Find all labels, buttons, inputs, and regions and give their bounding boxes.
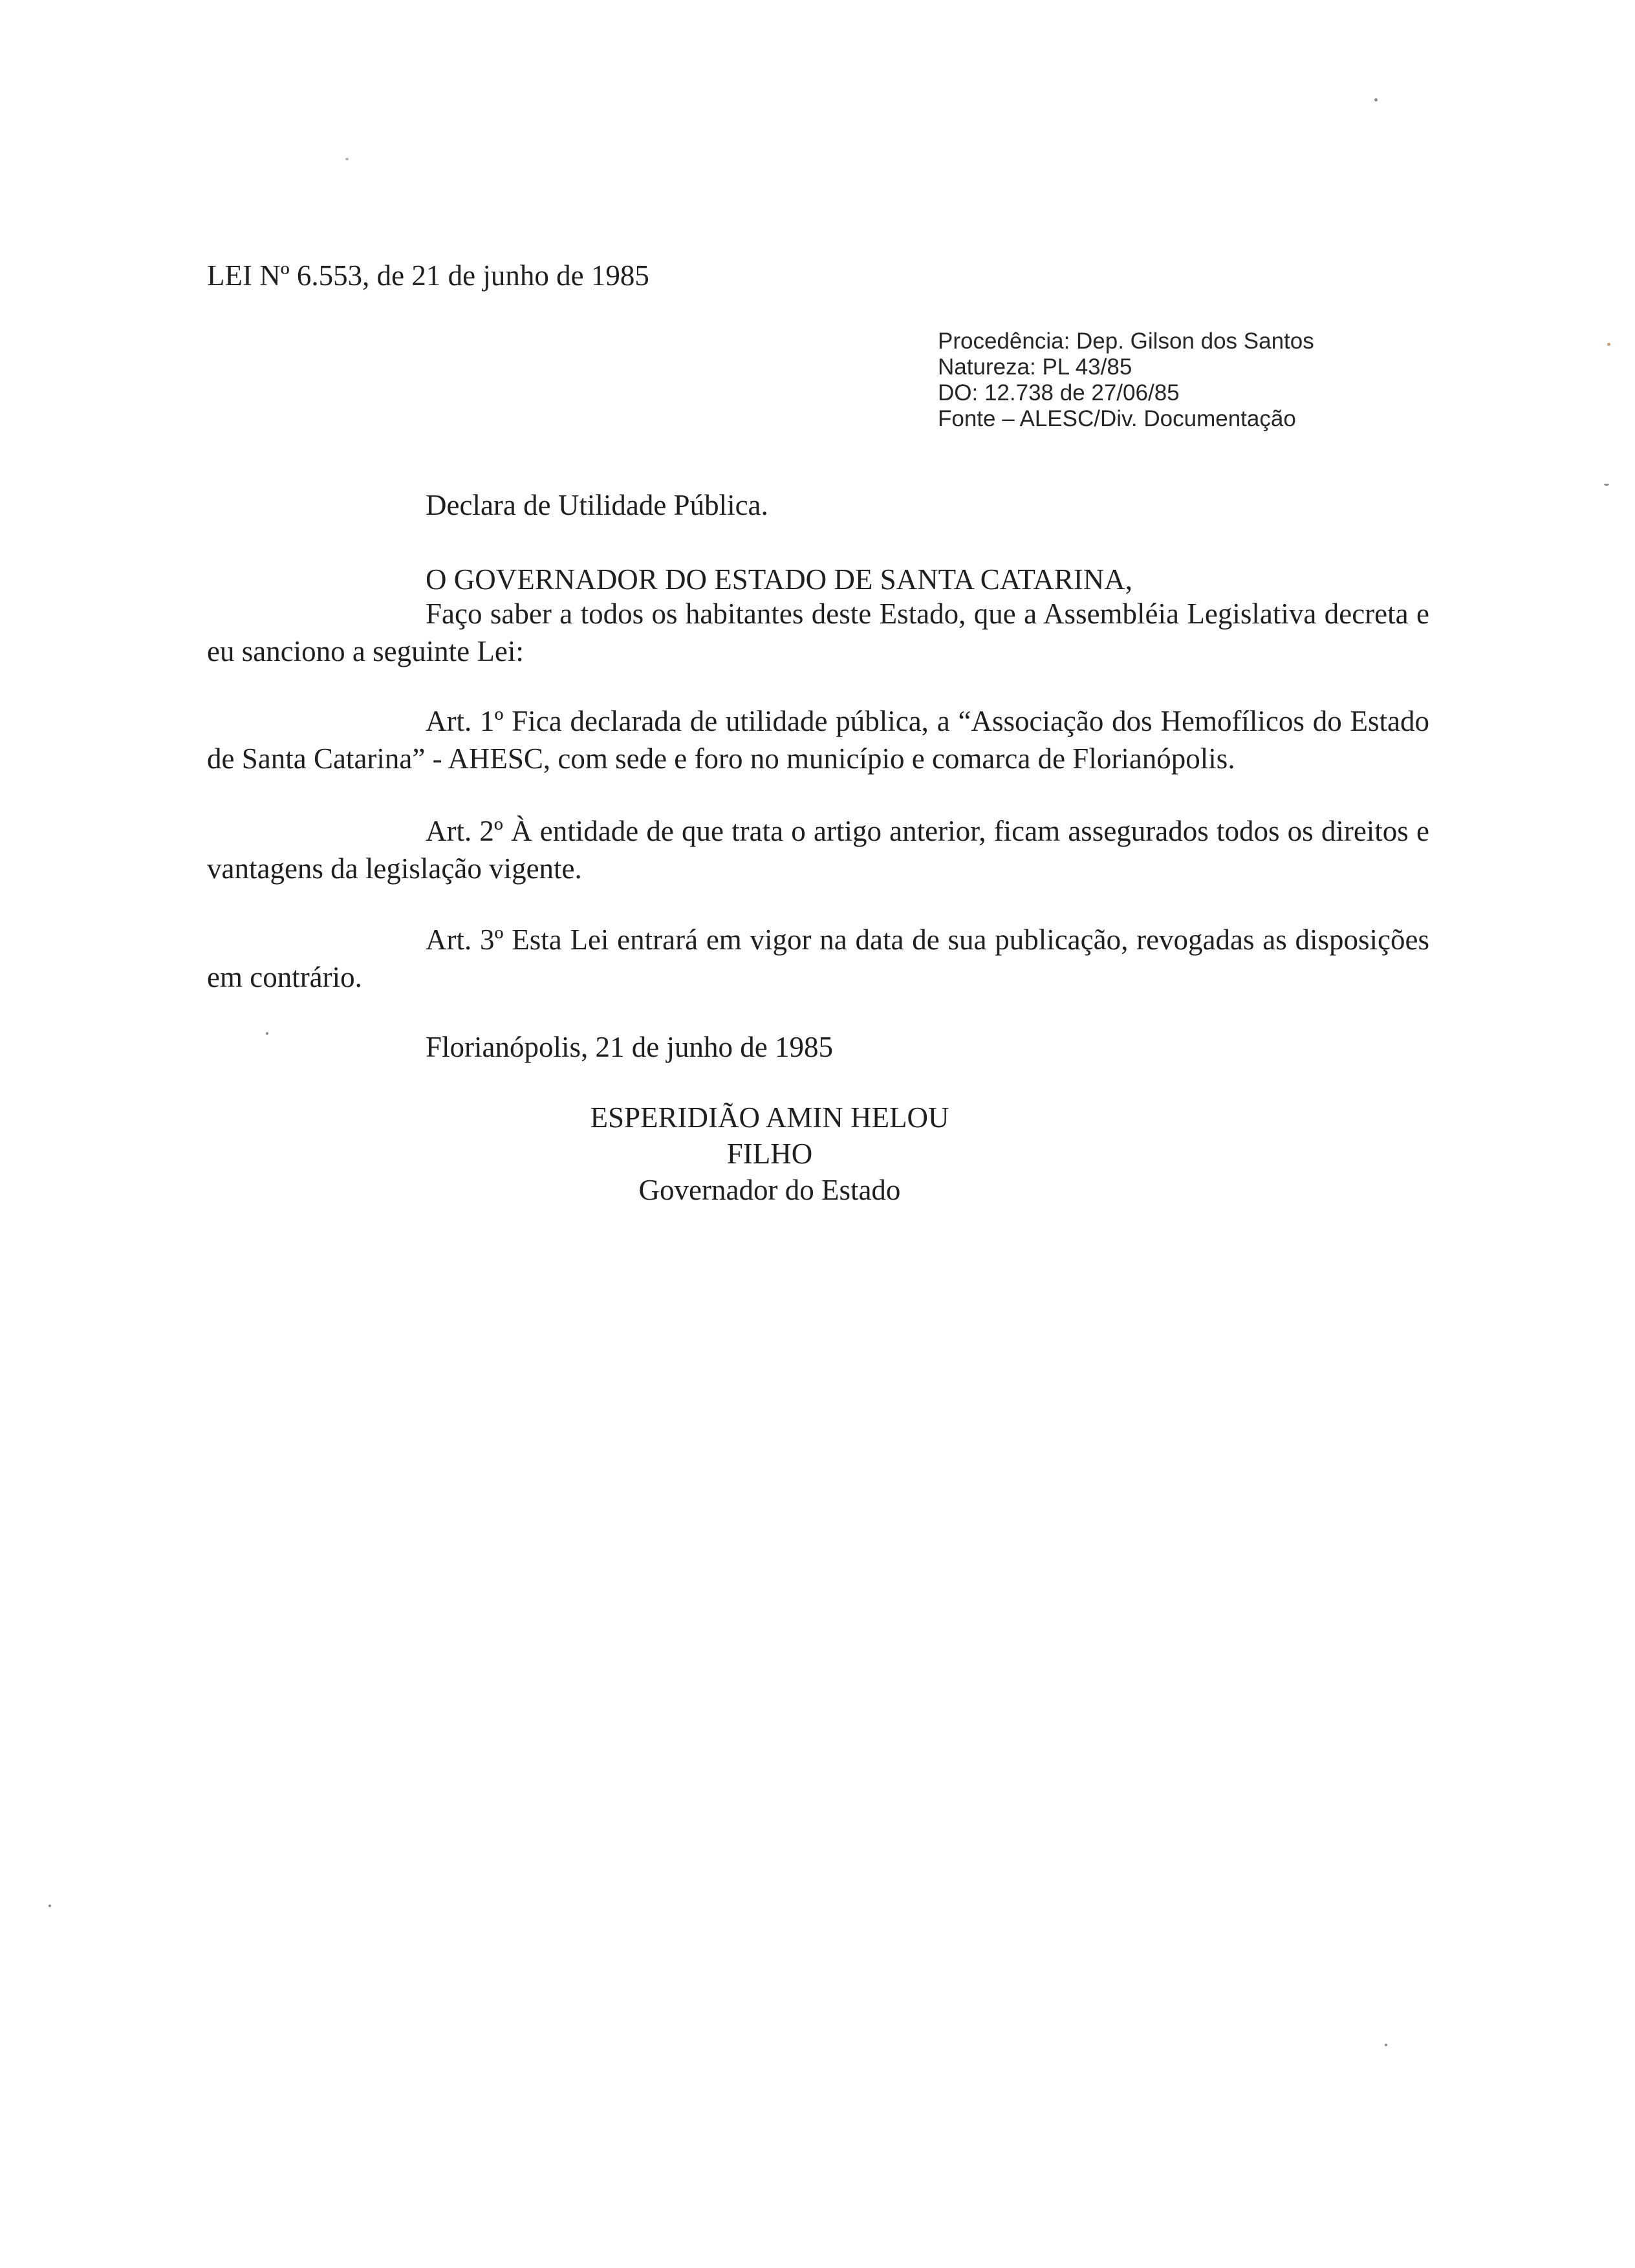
metadata-source: Fonte – ALESC/Div. Documentação [938, 406, 1296, 431]
article-3 [207, 921, 1429, 996]
place-and-date: Florianópolis, 21 de junho de 1985 [426, 1031, 833, 1063]
scan-speck [1374, 98, 1378, 102]
scan-speck [1607, 343, 1610, 346]
scan-speck [1385, 2044, 1387, 2046]
article-1 [207, 702, 1429, 777]
metadata-origin: Procedência: Dep. Gilson dos Santos [938, 329, 1314, 354]
article-1-label: Art. 1º [426, 705, 504, 737]
article-2-label: Art. 2º [426, 815, 503, 847]
article-3-text: Esta Lei entrará em vigor na data de sua publicação, revogadas as disposições em contrário. [207, 923, 1429, 993]
law-ementa: Declara de Utilidade Pública. [426, 489, 768, 521]
scan-speck [266, 1032, 268, 1035]
scan-speck [49, 1905, 51, 1907]
law-metadata [938, 329, 1314, 432]
signatory-title: Governador do Estado [638, 1174, 901, 1206]
law-title: LEI Nº 6.553, de 21 de junho de 1985 [207, 259, 649, 292]
metadata-nature: Natureza: PL 43/85 [938, 354, 1132, 380]
article-2-text: À entidade de que trata o artigo anterior, ficam assegurados todos os direitos e vantagens da legislação vigente. [207, 815, 1429, 885]
article-3-label: Art. 3º [426, 923, 504, 956]
scan-speck [1604, 484, 1609, 486]
metadata-official-gazette: DO: 12.738 de 27/06/85 [938, 380, 1180, 405]
governor-heading: O GOVERNADOR DO ESTADO DE SANTA CATARINA, [426, 563, 1132, 596]
article-2 [207, 812, 1429, 887]
signature-block [569, 1099, 970, 1208]
article-1-text: Fica declarada de utilidade pública, a “Associação dos Hemofílicos do Estado de Santa Catarina” - AHESC, com sede e foro no município e comarca de Florianópolis. [207, 705, 1429, 775]
signatory-name: ESPERIDIÃO AMIN HELOU FILHO [590, 1101, 949, 1170]
scan-speck [345, 158, 349, 160]
preamble-paragraph: Faço saber a todos os habitantes deste Estado, que a Assembléia Legislativa decreta e eu sanciono a seguinte Lei: [207, 598, 1429, 667]
